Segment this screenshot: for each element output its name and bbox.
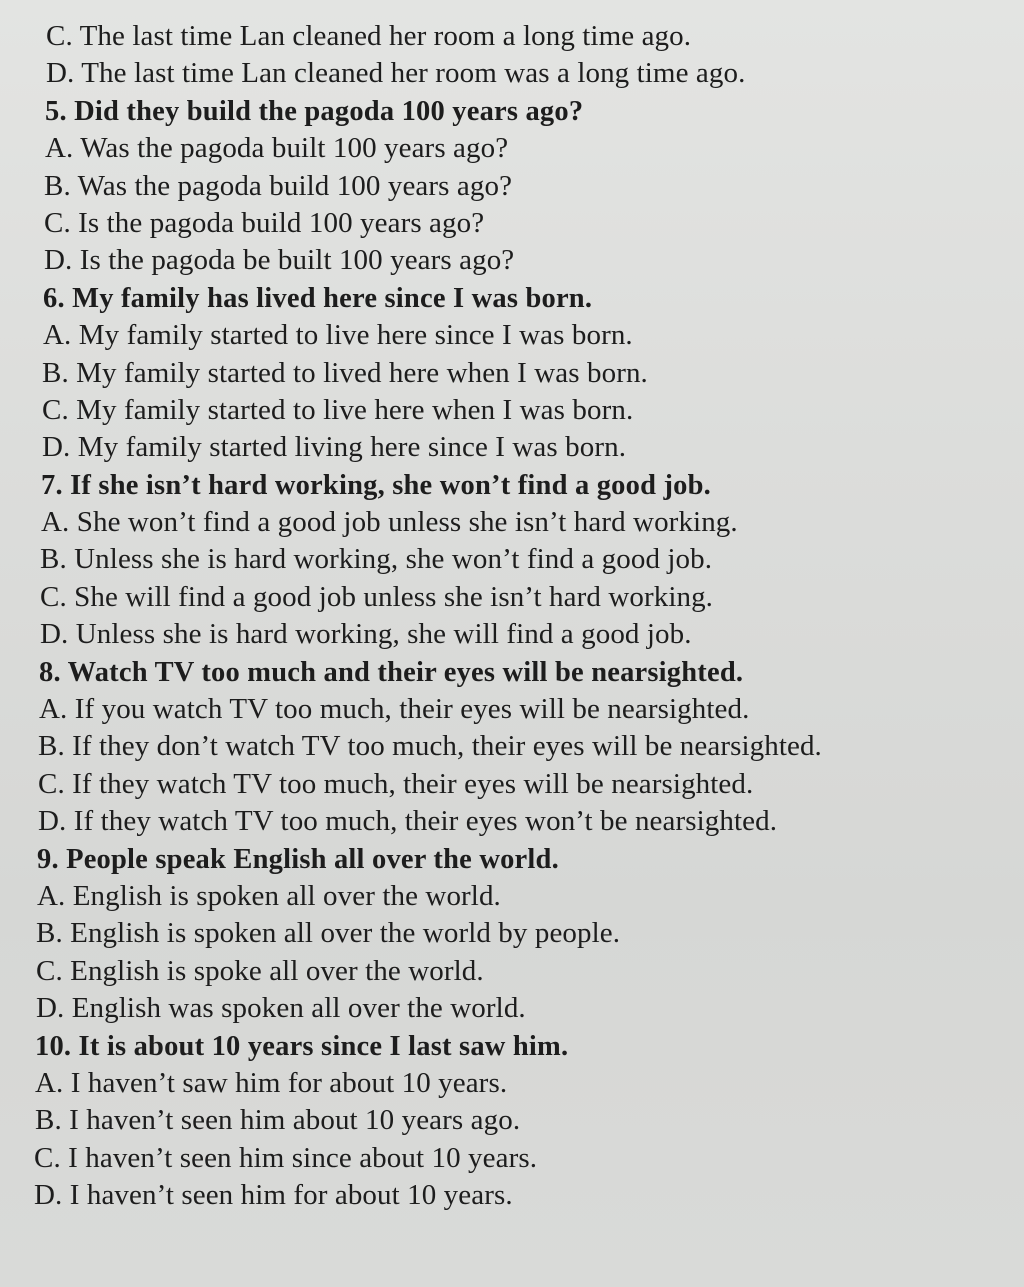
option-9b: B. English is spoken all over the world by people. [36,917,621,950]
question-8: 8. Watch TV too much and their eyes will be nearsighted. [39,656,744,688]
option-5c: C. Is the pagoda build 100 years ago? [44,206,485,239]
option-4d: D. The last time Lan cleaned her room was a long time ago. [46,57,746,90]
option-10b: B. I haven’t seen him about 10 years ago. [35,1104,521,1137]
option-8a: A. If you watch TV too much, their eyes will be nearsighted. [39,693,750,726]
option-5d: D. Is the pagoda be built 100 years ago? [44,244,515,277]
question-5: 5. Did they build the pagoda 100 years ago? [45,95,584,127]
option-4c: C. The last time Lan cleaned her room a long time ago. [46,20,692,52]
option-8b: B. If they don’t watch TV too much, their eyes will be nearsighted. [38,730,822,763]
option-9d: D. English was spoken all over the world. [36,992,526,1025]
option-6b: B. My family started to lived here when I was born. [42,356,648,389]
option-10a: A. I haven’t saw him for about 10 years. [35,1066,508,1099]
option-9c: C. English is spoke all over the world. [36,954,484,987]
question-6: 6. My family has lived here since I was born. [43,282,593,314]
question-9: 9. People speak English all over the world. [37,843,559,875]
option-8d: D. If they watch TV too much, their eyes won’t be nearsighted. [38,805,778,838]
option-7d: D. Unless she is hard working, she will find a good job. [40,618,692,651]
option-10d: D. I haven’t seen him for about 10 years. [34,1179,513,1212]
question-10: 10. It is about 10 years since I last saw him. [35,1030,569,1062]
option-6c: C. My family started to live here when I was born. [42,393,634,426]
option-7a: A. She won’t find a good job unless she isn’t hard working. [41,506,738,539]
option-5a: A. Was the pagoda built 100 years ago? [45,132,509,165]
worksheet-content [0,18,1024,1215]
question-7: 7. If she isn’t hard working, she won’t find a good job. [41,469,711,501]
option-10c: C. I haven’t seen him since about 10 years. [34,1141,538,1174]
option-6d: D. My family started living here since I was born. [42,431,627,464]
option-7c: C. She will find a good job unless she isn’t hard working. [40,580,714,613]
option-9a: A. English is spoken all over the world. [37,879,501,912]
option-6a: A. My family started to live here since I was born. [43,319,633,352]
option-7b: B. Unless she is hard working, she won’t find a good job. [40,543,713,576]
option-5b: B. Was the pagoda build 100 years ago? [44,169,513,202]
option-8c: C. If they watch TV too much, their eyes will be nearsighted. [38,767,754,800]
